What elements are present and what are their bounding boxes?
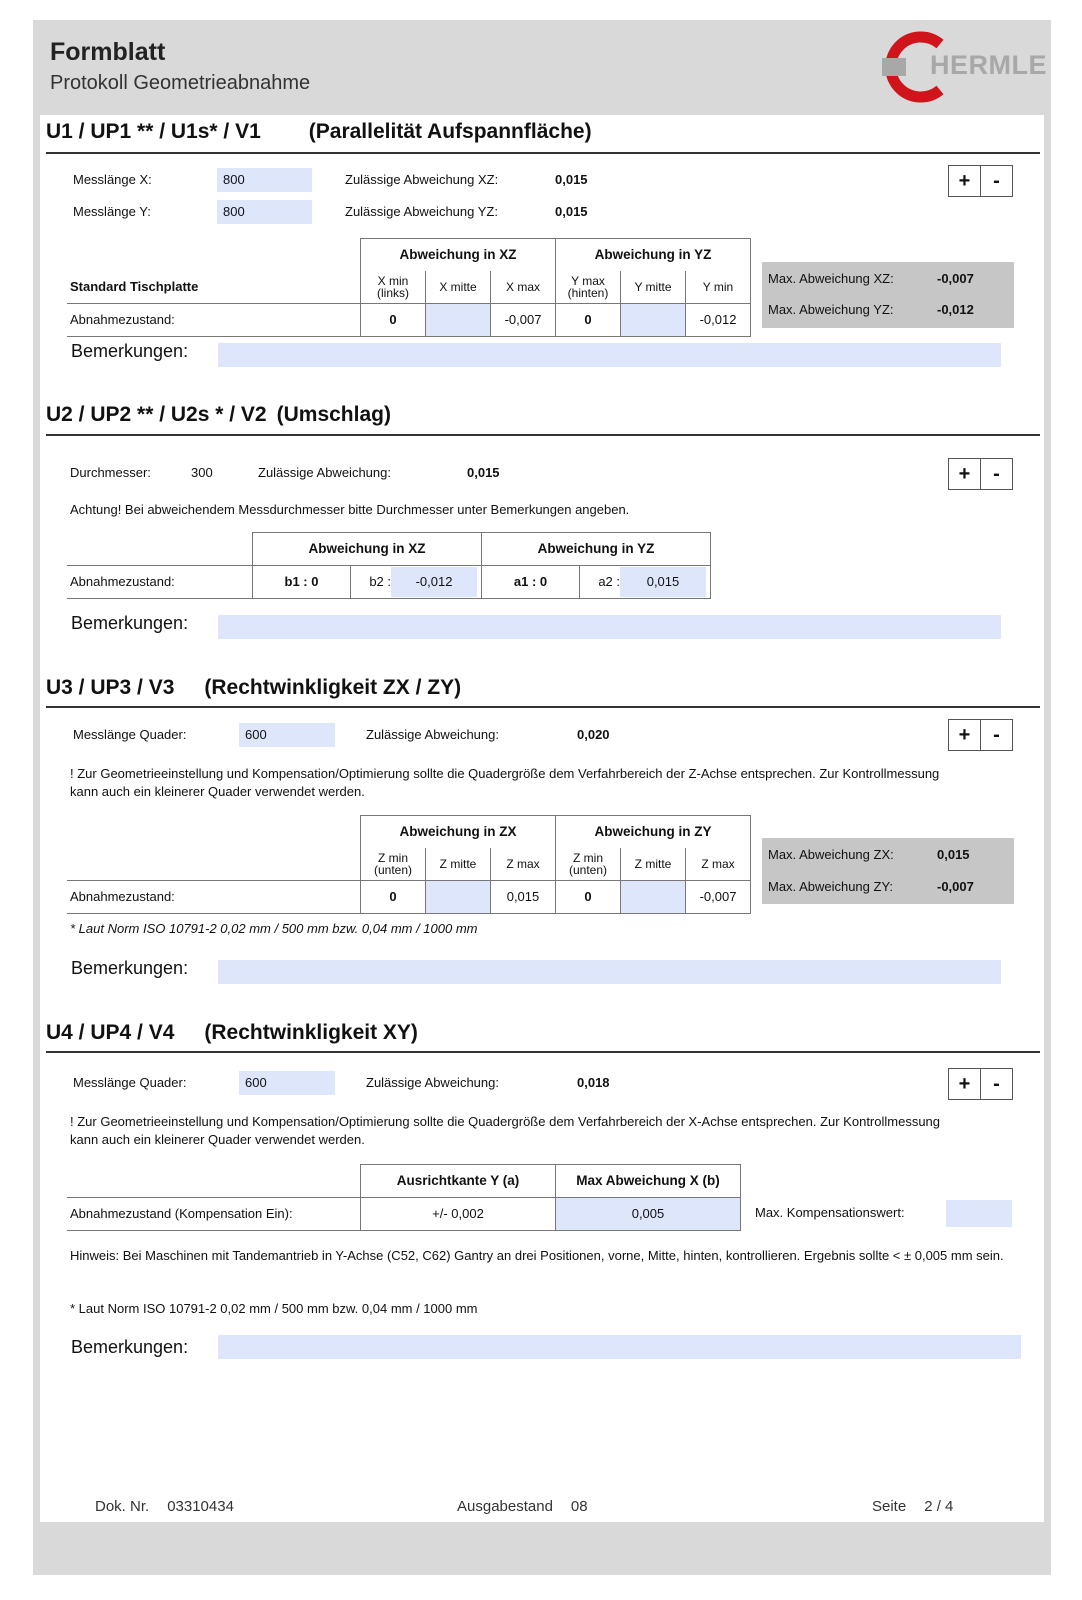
u2-title: U2 / UP2 ** / U2s * / V2 (Umschlag) [46,403,391,426]
u3-bemerkungen-label: Bemerkungen: [71,958,189,978]
footer-seite: Seite 2 / 4 [872,1498,954,1515]
u2-a2-field[interactable]: 0,015 [620,567,706,597]
u2-b2-cell: b2 : -0,012 [351,565,482,598]
u1-val-xmitte[interactable] [426,303,491,336]
u2-b2-field[interactable]: -0,012 [391,567,477,597]
u1-max-box [762,262,1014,328]
u2-b1: b1 : 0 [253,565,351,598]
u1-zul-xz-value: 0,015 [555,172,588,187]
u2-group-yz: Abweichung in YZ [482,533,711,566]
u2-bemerkungen-label: Bemerkungen: [71,613,189,633]
u2-durchmesser-label: Durchmesser: [70,465,151,480]
u4-val-b[interactable]: 0,005 [556,1197,741,1230]
form-title: Formblatt [50,38,166,66]
u4-max-komp-label: Max. Kompensationswert: [755,1205,905,1220]
u3-note: ! Zur Geometrieeinstellung und Kompensation/Optimierung sollte die Quadergröße dem Verfahrbereich der Z-Achse entsprechen. Zur Kontrollmessung kann auch ein kleinerer Quader verwendet werden. [70,766,940,799]
u1-plus-minus [948,165,1013,197]
u3-group-zy: Abweichung in ZY [556,816,751,848]
u4-ml-field[interactable]: 600 [239,1071,335,1095]
u1-messlaenge-x-field[interactable]: 800 [217,168,312,192]
u3-col-zmitte-2: Z mitte [621,848,686,881]
u4-ml-label: Messlänge Quader: [73,1075,187,1090]
u2-a1: a1 : 0 [482,565,580,598]
u1-messlaenge-y-field[interactable]: 800 [217,200,312,224]
u1-table [67,238,751,337]
u4-zul-value: 0,018 [577,1075,610,1090]
u1-max-xz-label: Max. Abweichung XZ: [768,271,894,286]
u1-group-xz: Abweichung in XZ [361,239,556,271]
u3-val-4: 0 [556,880,621,913]
logo-text: HERMLE [930,50,1047,80]
u3-ml-field[interactable]: 600 [239,723,335,747]
u3-col-zmax-2: Z max [686,848,751,881]
u2-table [67,532,711,599]
u1-bemerkungen-field[interactable] [218,343,1001,367]
u2-achtung-note: Achtung! Bei abweichendem Messdurchmesser bitte Durchmesser unter Bemerkungen angeben. [70,502,630,517]
u3-minus-button[interactable]: - [980,720,1012,750]
u1-zul-yz-value: 0,015 [555,204,588,219]
u2-durchmesser-value: 300 [191,465,213,480]
u4-bemerkungen-field[interactable] [218,1335,1021,1359]
u2-group-xz: Abweichung in XZ [253,533,482,566]
u3-ml-label: Messlänge Quader: [73,727,187,742]
u2-zul-value: 0,015 [467,465,500,480]
u1-divider [46,152,1040,154]
hermle-logo [882,30,1047,104]
u2-bemerkungen-field[interactable] [218,615,1001,639]
u4-plus-button[interactable]: + [958,1072,971,1095]
u2-divider [46,434,1040,436]
u1-group-yz: Abweichung in YZ [556,239,751,271]
u3-title: U3 / UP3 / V3 (Rechtwinkligkeit ZX / ZY) [46,676,462,699]
u1-col-ymin: Y min [686,271,751,304]
form-subtitle: Protokoll Geometrieabnahme [50,72,311,94]
u2-plus-minus [948,458,1013,490]
u1-bemerkungen-label: Bemerkungen: [71,341,189,361]
u1-row-label: Abnahmezustand: [67,303,361,336]
footer-dok: Dok. Nr. 03310434 [95,1498,234,1515]
u2-a2-cell: a2 : 0,015 [580,565,711,598]
u3-bemerkungen-field[interactable] [218,960,1001,984]
u3-divider [46,706,1040,708]
u4-divider [46,1051,1040,1053]
u3-max-box [762,838,1014,904]
u2-zul-label: Zulässige Abweichung: [258,465,391,480]
u3-col-zmax-1: Z max [491,848,556,881]
u3-max-zy-label: Max. Abweichung ZY: [768,879,894,894]
u1-col-xmin: X min (links) [361,271,426,304]
u1-val-ymax: 0 [556,303,621,336]
u4-val-a: +/- 0,002 [361,1197,556,1230]
u1-row-header: Standard Tischplatte [67,271,361,304]
u4-max-komp-field[interactable] [946,1200,1012,1227]
u1-col-xmax: X max [491,271,556,304]
u3-val-5[interactable] [621,880,686,913]
u3-val-3: 0,015 [491,880,556,913]
u4-table [67,1164,741,1231]
u4-zul-label: Zulässige Abweichung: [366,1075,499,1090]
u1-zul-yz-label: Zulässige Abweichung YZ: [345,204,498,219]
u1-max-yz-label: Max. Abweichung YZ: [768,302,894,317]
u4-row-label: Abnahmezustand (Kompensation Ein): [67,1197,361,1230]
u4-hinweis: Hinweis: Bei Maschinen mit Tandemantrieb in Y-Achse (C52, C62) Gantry an drei Positionen, vorne, Mitte, hinten, kontrollieren. Ergebnis sollte < ± 0,005 mm sein. [70,1248,1004,1263]
u2-minus-button[interactable]: - [980,459,1012,489]
u1-col-ymax: Y max (hinten) [556,271,621,304]
u4-title: U4 / UP4 / V4 (Rechtwinkligkeit XY) [46,1021,418,1044]
u3-zul-label: Zulässige Abweichung: [366,727,499,742]
u3-val-2[interactable] [426,880,491,913]
footer-ausgabestand: Ausgabestand 08 [457,1498,588,1515]
u4-plus-minus [948,1068,1013,1100]
u3-table [67,815,751,914]
u1-max-xz-value: -0,007 [937,271,974,286]
u1-title: U1 / UP1 ** / U1s* / V1 (Parallelität Aufspannfläche) [46,120,592,143]
u1-messlaenge-y-label: Messlänge Y: [73,204,151,219]
u2-row-label: Abnahmezustand: [67,565,253,598]
u3-col-zmin-1: Z min (unten) [361,848,426,881]
u3-norm-note: * Laut Norm ISO 10791-2 0,02 mm / 500 mm bzw. 0,04 mm / 1000 mm [70,921,478,936]
u1-max-yz-value: -0,012 [937,302,974,317]
u4-norm-note: * Laut Norm ISO 10791-2 0,02 mm / 500 mm bzw. 0,04 mm / 1000 mm [70,1301,478,1316]
u1-val-ymitte[interactable] [621,303,686,336]
u3-col-zmitte-1: Z mitte [426,848,491,881]
u4-col-a: Ausrichtkante Y (a) [361,1165,556,1198]
u3-col-zmin-2: Z min (unten) [556,848,621,881]
u3-group-zx: Abweichung in ZX [361,816,556,848]
u4-minus-button[interactable]: - [980,1069,1012,1099]
u3-max-zx-value: 0,015 [937,847,970,862]
u3-max-zy-value: -0,007 [937,879,974,894]
u4-bemerkungen-label: Bemerkungen: [71,1337,189,1357]
u1-plus-button[interactable]: + [958,169,971,192]
u3-plus-button[interactable]: + [958,723,971,746]
u3-max-zx-label: Max. Abweichung ZX: [768,847,894,862]
u2-plus-button[interactable]: + [958,462,971,485]
u3-plus-minus [948,719,1013,751]
u4-note: ! Zur Geometrieeinstellung und Kompensation/Optimierung sollte die Quadergröße dem Verfahrbereich der X-Achse entsprechen. Zur Kontrollmessung kann auch ein kleinerer Quader verwendet werden. [70,1114,941,1147]
u1-col-xmitte: X mitte [426,271,491,304]
u3-row-label: Abnahmezustand: [67,880,361,913]
u1-col-ymitte: Y mitte [621,271,686,304]
u3-val-1: 0 [361,880,426,913]
u1-minus-button[interactable]: - [980,166,1012,196]
u1-zul-xz-label: Zulässige Abweichung XZ: [345,172,499,187]
u1-val-xmin: 0 [361,303,426,336]
u4-col-b: Max Abweichung X (b) [556,1165,741,1198]
u1-val-xmax: -0,007 [491,303,556,336]
u1-val-ymin: -0,012 [686,303,751,336]
u3-zul-value: 0,020 [577,727,610,742]
u3-val-6: -0,007 [686,880,751,913]
u1-messlaenge-x-label: Messlänge X: [73,172,152,187]
